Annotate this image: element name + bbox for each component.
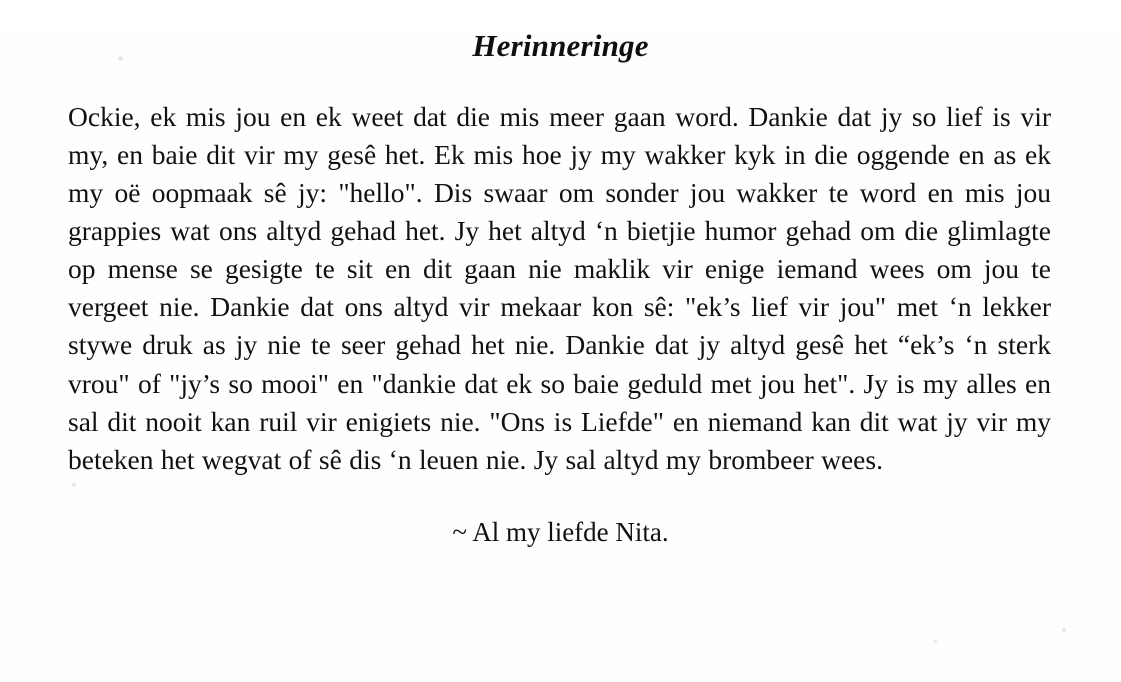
paper-speck bbox=[934, 640, 937, 643]
paper-speck bbox=[72, 483, 76, 487]
document-page bbox=[0, 28, 1121, 682]
document-body-text: Ockie, ek mis jou en ek weet dat die mis meer gaan word. Dankie dat jy so lief is vir my, en baie dit vir my gesê het. Ek mis hoe jy my wakker kyk in die oggende en as ek my oë oopmaak sê jy: "hello". Dis swaar om sonder jou wakker te word en mis jou grappies wat ons altyd gehad het. Jy het altyd ‘n bietjie humor gehad om die glimlagte op mense se gesigte te sit en dit gaan nie maklik vir enige iemand wees om jou te vergeet nie. Dankie dat ons altyd vir mekaar kon sê: "ek’s lief vir jou" met ‘n lekker stywe druk as jy nie te seer gehad het nie. Dankie dat jy altyd gesê het “ek’s ‘n sterk vrou" of "jy’s so mooi" en "dankie dat ek so baie geduld met jou het". Jy is my alles en sal dit nooit kan ruil vir enigiets nie. "Ons is Liefde" en niemand kan dit wat jy vir my beteken het wegvat of sê dis ‘n leuen nie. Jy sal altyd my brombeer wees. bbox=[68, 101, 1051, 475]
paper-speck bbox=[1062, 628, 1066, 632]
paper-speck bbox=[118, 56, 123, 61]
document-signature: ~ Al my liefde Nita. bbox=[452, 516, 669, 547]
page-title: Herinneringe bbox=[472, 28, 649, 63]
